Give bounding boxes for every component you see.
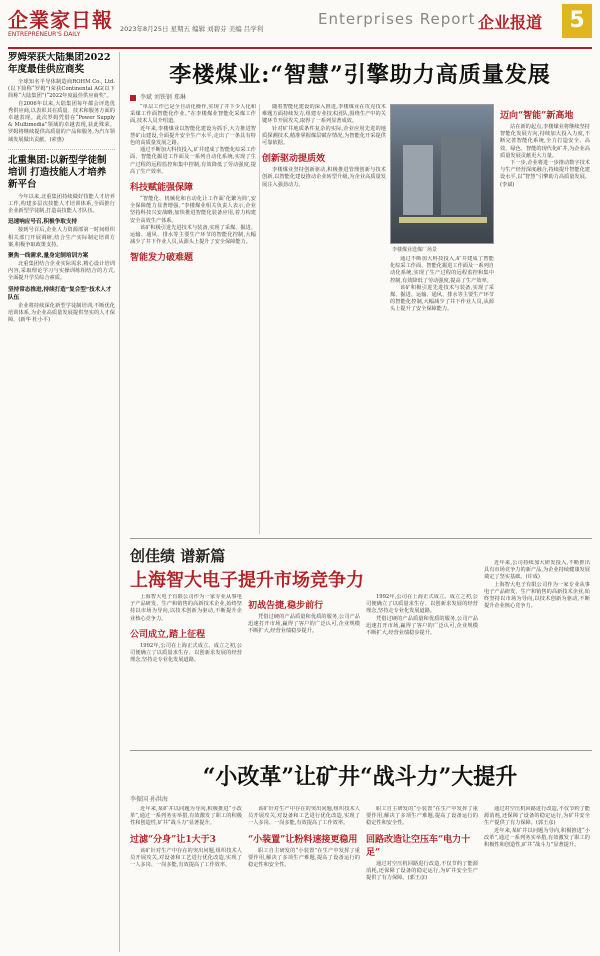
article-1-paragraph: “单层工作已是全自动化操作,实现了井下少人化和采煤工作面智能化作业。”在李楼煤业智能化采煤工作面,技术人员介绍道。 — [130, 104, 256, 125]
article-1-paragraph: 李楼煤业坚持创新驱动,积极推进管理创新与技术创新,以智能化建设推动企业转型升级,为企业高质量发展注入强劲动力。 — [262, 167, 386, 188]
section-title-en: Enterprises Report — [318, 10, 476, 28]
brief-1-text: 全球知名半导体制造商ROHM Co., Ltd.(以下简称“罗姆”)荣获Continental AG(以下简称“大陆集团”)“2022年度最佳供应商奖”。 — [8, 79, 115, 100]
article-3-column-1 — [130, 806, 242, 950]
article-2-subhead: 公司成立,踏上征程 — [130, 629, 206, 640]
article-1-paragraph: 该矿积极引进先进技术与装备,实现了采煤、掘进、运输、通风、排水等主要生产环节的智能化控制,大幅减少了井下作业人员,从源头上提升了安全保障能力。 — [130, 224, 256, 246]
brief-2-text: 今年以来,北重集团持续做好技能人才培养工作,构建多层次技能人才培训体系,全面推行企业新型学徒制,打造高技能人才队伍。 — [8, 193, 115, 215]
article-3-paragraph: 该矿针对生产中存在的突出问题,组织技术人员开展攻关,对设备和工艺进行优化改造,实现了一人多岗、一岗多能,有效提高了工作效率。 — [248, 806, 360, 827]
article-3-byline: 李振国 孙洪海 — [130, 796, 168, 803]
article-3-column-2 — [248, 806, 360, 950]
newspaper-logo-en: ENTREPRENEUR'S DAILY — [8, 31, 81, 38]
article-1-paragraph: 通过不断加大科技投入,矿井建成了智能化综采工作面、智能化掘进工作面及一系列自动化系统,实现了生产过程的远程监控和集中控制,有效降低了劳动强度,提高了生产效率。 — [130, 147, 256, 175]
article-2-subhead: 初战告捷,稳步前行 — [248, 601, 324, 611]
article-2-paragraph: 上海智大电子有限公司作为一家专业从事电子产品研发、生产和销售的高新技术企业,始终坚持以市场为导向,以技术创新为驱动,不断提升企业核心竞争力。 — [484, 581, 590, 610]
mine-photo — [390, 104, 494, 244]
page-number: 5 — [562, 4, 592, 38]
brief-2-title: 北重集团:以新型学徒制培训 打造技能人才培养新平台 — [8, 154, 107, 190]
brief-2-subhead: 坚持常态推进,持续打造“复合型”技术人才队伍 — [8, 286, 112, 301]
article-3-subhead: 过滤“分身”让1大于3 — [130, 834, 216, 845]
article-1-paragraph: 站在新的起点,李楼煤业将继续坚持智能化发展方向,持续加大投入力度,不断完善智能化系统,全力打造安全、高效、绿色、智能的现代化矿井,为企业高质量发展贡献更大力量。 — [500, 124, 590, 159]
article-2-paragraph: 近年来,公司持续加大研发投入,不断推出具有市场竞争力的新产品,为企业持续健康发展奠定了坚实基础。(许成) — [484, 560, 590, 581]
brief-1-text: 自2006年以来,大陆集团每年都会评选优秀供应商,以表彰其在质量、技术和服务方面的卓越表现。此次罗姆凭借在“Power Supply & Multimedia”领域的卓越表现,获此殊荣。罗姆将继续提供高质量的产品和服务,为汽车领域发展做出贡献。(索惠) — [8, 100, 115, 143]
article-2-headline: 上海智大电子提升市场竞争力 — [130, 570, 364, 591]
newspaper-logo: 企業家日報 — [8, 8, 113, 32]
photo-structure — [403, 145, 433, 215]
article-1-paragraph: 针对矿井地质条件复杂的实际,企业应用先进的地质探测技术,精准掌握煤层赋存情况,为智能化开采提供可靠依据。 — [262, 125, 386, 147]
article-2-paragraph: 1992年,公司在上海正式成立。成立之初,公司便确立了以质量求生存、以创新求发展的经营理念,坚持走专业化发展道路。 — [366, 594, 478, 615]
article-2-column-2 — [248, 594, 360, 744]
article-1-paragraph: “智能化、机械化和自动化让工作面‘化繁为简’,安全保障能力显著增强。”李楼煤业相关负责人表示,企业坚持科技兴安战略,加快推进智能化装备应用,着力构建安全高效生产体系。 — [130, 196, 256, 224]
article-2-kicker: 创佳绩 谱新篇 — [130, 547, 226, 565]
brief-2-text: 接到号召后,企业人力资源部第一时间组织相关部门开展调研,结合生产实际制定培训方案,积极争取政策支持。 — [8, 227, 115, 248]
brief-2-text: 企业将持续深化新型学徒制培训,不断优化培训体系,为企业高质量发展提供坚实的人才保障。(新华 杜小平) — [8, 302, 115, 324]
photo-caption: 李楼煤业选煤厂场景 — [392, 247, 438, 253]
photo-conveyor — [399, 217, 487, 223]
left-column — [8, 52, 120, 952]
article-3-paragraph: 近年来,某矿井以问题为导向,积极推进“小改革”,通过一系列务实举措,有效激发了职工的积极性和创造性,矿井“战斗力”显著提升。 — [484, 827, 590, 849]
brief-1-title: 罗姆荣获大陆集团2022年度最佳供应商奖 — [8, 52, 111, 75]
article-1-paragraph: 下一步,企业将进一步推动数字技术与生产经营深度融合,持续提升智能化建设水平,以“智慧”引擎助力高质量发展。(李斌) — [500, 160, 590, 188]
article-3-headline: “小改革”让矿井“战斗力”大提升 — [202, 764, 518, 790]
article-1-column-4 — [500, 104, 590, 534]
article-2-paragraph: 上海智大电子有限公司作为一家专业从事电子产品研发、生产和销售的高新技术企业,始终坚持以市场为导向,以技术创新为驱动,不断提升企业核心竞争力。 — [130, 594, 242, 622]
article-2-column-3 — [366, 594, 478, 744]
byline-text: 李斌 刘铁钢 郑琳 — [140, 94, 186, 101]
article-1-column-2 — [262, 104, 386, 534]
article-3-paragraph: 该矿针对生产中存在的突出问题,组织技术人员开展攻关,对设备和工艺进行优化改造,实现了一人多岗、一岗多能,有效提高了工作效率。 — [130, 847, 242, 869]
article-2-paragraph: 凭借过硬的产品质量和优质的服务,公司产品迅速打开市场,赢得了客户的广泛认可,企业规模不断扩大,经营业绩稳步提升。 — [248, 614, 360, 635]
article-3-subhead: “小装置”让粉料速接更稳用 — [248, 834, 358, 845]
article-1-column-3 — [390, 256, 494, 534]
article-1-paragraph: 通过不断加大科技投入,矿井建成了智能化综采工作面、智能化掘进工作面及一系列自动化系统,实现了生产过程的远程监控和集中控制,有效降低了劳动强度,提高了生产效率。 — [390, 256, 494, 284]
issue-meta: 2023年8月25日 星期五 编辑 刘碧芬 美编 吕学利 — [120, 25, 264, 33]
article-1-headline: 李楼煤业:“智慧”引擎助力高质量发展 — [169, 62, 551, 88]
article-2-paragraph: 1992年,公司在上海正式成立。成立之初,公司便确立了以质量求生存、以创新求发展的经营理念,坚持走专业化发展道路。 — [130, 642, 242, 664]
article-3-column-3 — [366, 806, 478, 950]
article-1-subhead: 智能发力破难题 — [130, 253, 194, 264]
article-1-subhead: 迈向“智能”新高地 — [500, 111, 574, 121]
article-3-paragraph: 通过对空压机回路进行改造,不仅节约了能源消耗,还保障了设备的稳定运行,为矿井安全生产提供了有力保障。(郭王彦) — [484, 806, 590, 827]
brief-2-text: 北重集团结合企业实际需求,精心设计培训内容,采取理论学习与实操训练相结合的方式,全面提升学员综合素质。 — [8, 261, 115, 282]
brief-2-subhead: 聚焦一线需求,量身定制培训方案 — [8, 253, 89, 260]
masthead-rule — [8, 47, 592, 49]
masthead — [8, 4, 592, 46]
article-3-subhead: 回路改造让空压车“电力十足” — [366, 834, 471, 858]
section-divider — [130, 750, 592, 751]
brief-2-subhead: 迅速响应号召,积极争取支持 — [8, 219, 78, 226]
article-1-paragraph: 该矿积极引进先进技术与装备,实现了采煤、掘进、运输、通风、排水等主要生产环节的智能化控制,大幅减少了井下作业人员,从源头上提升了安全保障能力。 — [390, 284, 494, 313]
article-1-byline — [130, 92, 186, 101]
article-1-column-1 — [130, 104, 256, 534]
divider — [8, 144, 115, 150]
article-2-paragraph: 凭借过硬的产品质量和优质的服务,公司产品迅速打开市场,赢得了客户的广泛认可,企业规模不断扩大,经营业绩稳步提升。 — [366, 615, 478, 637]
article-1-subhead: 科技赋能强保障 — [130, 183, 194, 194]
article-3-paragraph: 职工自主研发的“小装置”在生产中发挥了重要作用,解决了多项生产难题,提高了设备运行的稳定性和安全性。 — [366, 806, 478, 827]
article-1-paragraph: 近年来,李楼煤业以智能化建设为抓手,大力推进智慧矿山建设,全面提升安全生产水平,走出了一条具有特色的高质量发展之路。 — [130, 125, 256, 147]
article-3-column-4 — [484, 806, 590, 950]
article-3-paragraph: 通过对空压机回路进行改造,不仅节约了能源消耗,还保障了设备的稳定运行,为矿井安全生产提供了有力保障。(郭王彦) — [366, 860, 478, 882]
section-divider — [130, 538, 592, 539]
section-title-cn: 企业报道 — [478, 13, 543, 32]
article-1-subhead: 创新驱动提质效 — [262, 154, 326, 165]
article-3-paragraph: 近年来,某矿井以问题为导向,积极推进“小改革”,通过一系列务实举措,有效激发了职工的积极性和创造性,矿井“战斗力”显著提升。 — [130, 806, 242, 827]
bullet-icon — [130, 95, 136, 101]
article-2-column-4 — [484, 560, 590, 744]
article-2-column-1 — [130, 594, 242, 744]
photo-structure — [441, 135, 481, 215]
column-rule — [259, 104, 260, 534]
article-1-paragraph: 随着智能化建设的深入推进,李楼煤业在攻克技术难题方面持续发力,组建专业技术团队,围绕生产中的关键环节开展攻关,取得了一系列显著成效。 — [262, 104, 386, 125]
article-3-paragraph: 职工自主研发的“小装置”在生产中发挥了重要作用,解决了多项生产难题,提高了设备运行的稳定性和安全性。 — [248, 847, 360, 869]
